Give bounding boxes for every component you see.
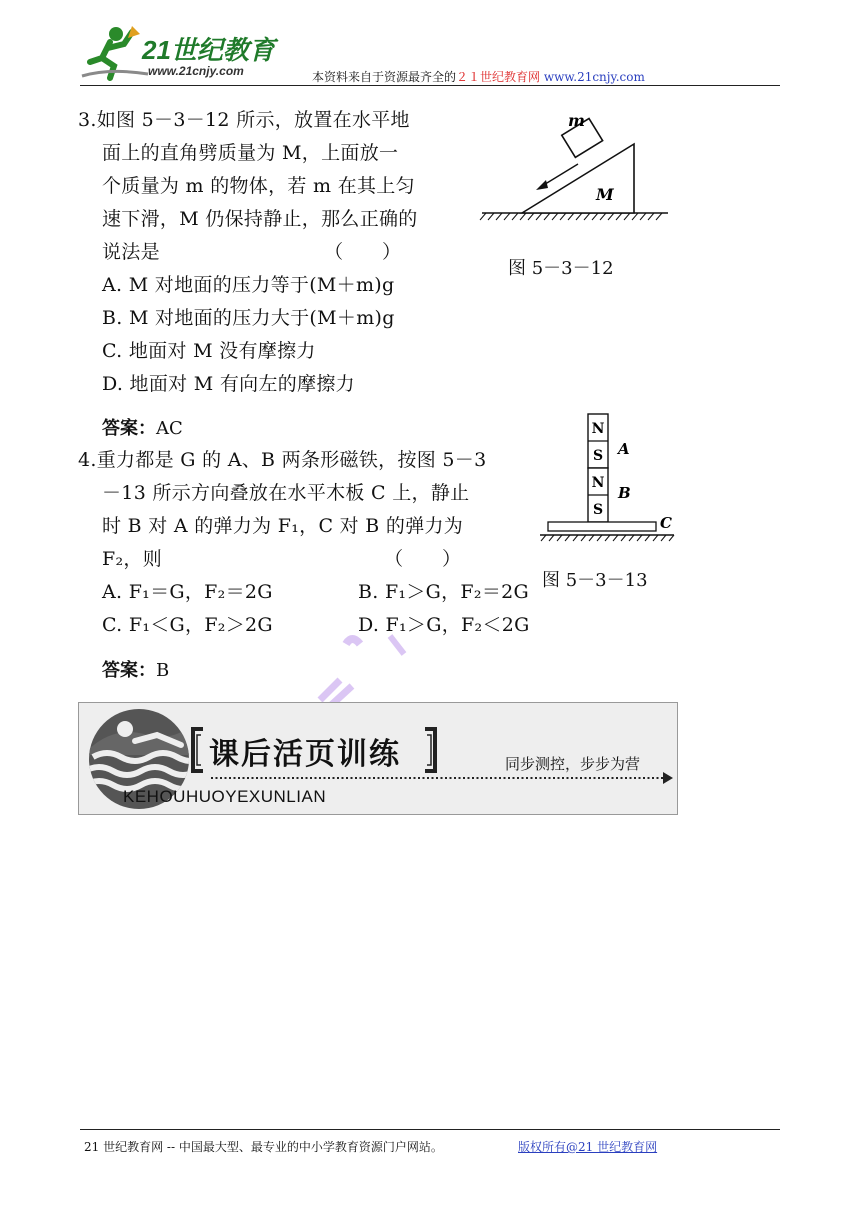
figure-magnets (538, 412, 678, 542)
q3-option-a: A. M 对地面的压力等于(M＋m)g (102, 274, 395, 296)
q4-option-d: D. F₁＞G，F₂＜2G (358, 614, 530, 636)
q4-option-c: C. F₁＜G，F₂＞2G (102, 614, 273, 636)
q4-answer (102, 656, 169, 682)
left-bracket-icon (187, 727, 207, 773)
footer-left: 21 世纪教育网 -- 中国最大型、最专业的中小学教育资源门户网站。 (84, 1140, 443, 1154)
q3-answer (102, 414, 183, 440)
q4-answer-value: B (156, 660, 170, 681)
q3-answer-label: 答案： (102, 418, 156, 439)
q3-answer-value: AC (156, 418, 183, 439)
q3-option-c: C. 地面对 M 没有摩擦力 (102, 340, 316, 362)
magnet-pole-2: S (592, 448, 604, 464)
header-note (312, 68, 645, 85)
runner-icon (80, 22, 150, 82)
q3-line-1: 3.如图 5－3－12 所示，放置在水平地 (78, 109, 410, 131)
q3-option-d: D. 地面对 M 有向左的摩擦力 (102, 373, 355, 395)
figure-4-caption: 图 5－3－13 (542, 570, 648, 591)
magnet-pole-1: N (591, 421, 605, 437)
logo-url: www.21cnjy.com (148, 64, 244, 78)
q4-line-3: 时 B 对 A 的弹力为 F₁，C 对 B 的弹力为 (102, 515, 464, 537)
wedge-label-M: M (596, 185, 614, 204)
board-C (548, 522, 656, 531)
q4-line-1: 4.重力都是 G 的 A、B 两条形磁铁，按图 5－3 (78, 449, 487, 471)
q4-option-b: B. F₁＞G，F₂＝2G (358, 581, 529, 603)
magnet-pole-4: S (592, 502, 604, 518)
q4-answer-label: 答案： (102, 660, 156, 681)
footer-rule (80, 1129, 780, 1130)
q4-option-a: A. F₁＝G，F₂＝2G (102, 581, 273, 603)
q3-line-5: 说法是 （ ） (102, 241, 402, 263)
board-label-C: C (660, 514, 672, 532)
logo-main: 21世纪教育 (142, 35, 275, 65)
wedge-label-m: m (568, 111, 585, 130)
header-note-prefix: 本资料来自于资源最齐全的 (312, 70, 457, 84)
section-banner (78, 702, 678, 815)
q3-line-2: 面上的直角劈质量为 M，上面放一 (102, 142, 399, 164)
figure-wedge (478, 106, 678, 226)
header-logo[interactable] (80, 22, 290, 82)
footer-right[interactable]: 版权所有@21 世纪教育网 (518, 1140, 658, 1154)
dotted-arrow-icon (211, 771, 675, 785)
q3-line-3: 个质量为 m 的物体，若 m 在其上匀 (102, 175, 415, 197)
q4-line-4: F₂，则 （ ） (102, 548, 462, 570)
header-note-site[interactable]: ２１世纪教育网 (456, 70, 541, 84)
magnet-label-B: B (618, 484, 631, 502)
question-4 (78, 444, 530, 642)
question-3 (78, 104, 418, 401)
magnet-label-A: A (618, 440, 630, 458)
header-rule (80, 85, 780, 86)
banner-subtitle: 同步测控，步步为营 (505, 755, 641, 773)
magnet-pole-3: N (591, 475, 605, 491)
footer-copyright-link[interactable] (518, 1138, 657, 1155)
banner-title: 课后活页训练 (209, 737, 401, 772)
right-bracket-icon (421, 727, 441, 773)
q3-line-4: 速下滑，M 仍保持静止，那么正确的 (102, 208, 418, 230)
banner-pinyin: KEHOUHUOYEXUNLIAN (123, 787, 327, 806)
q4-line-2: －13 所示方向叠放在水平木板 C 上，静止 (102, 482, 470, 504)
q3-option-b: B. M 对地面的压力大于(M＋m)g (102, 307, 395, 329)
header-note-url[interactable]: www.21cnjy.com (543, 70, 645, 84)
figure-3-caption: 图 5－3－12 (508, 258, 614, 279)
